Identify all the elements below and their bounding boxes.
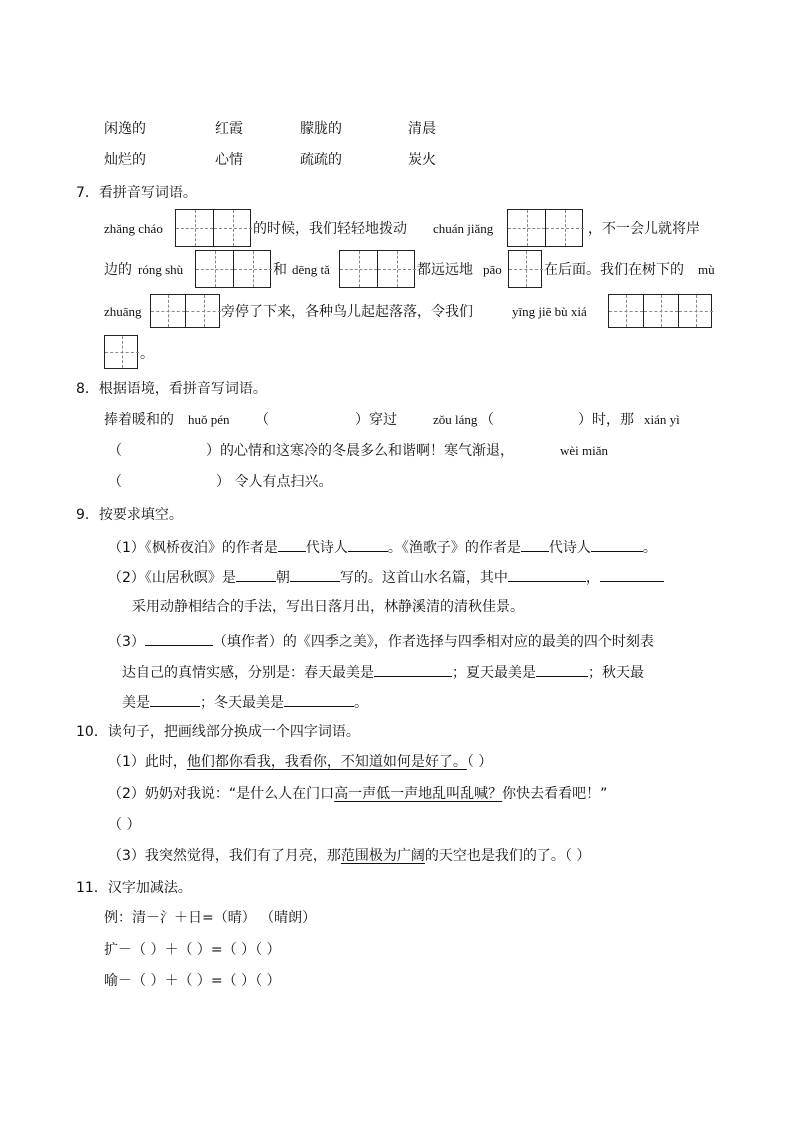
word-bank-item: 心情 — [215, 152, 243, 168]
answer-blank[interactable] — [508, 566, 586, 582]
word-bank-item: 闲逸的 — [104, 121, 146, 137]
answer-blank[interactable] — [278, 536, 306, 552]
answer-blank[interactable] — [145, 630, 213, 646]
underlined-phrase: 他们都你看我，我看你，不知道如何是好了。 — [186, 754, 467, 770]
sentence-text: 采用动静相结合的手法，写出日落月出，林静溪清的清秋佳景。 — [132, 599, 524, 615]
pinyin: yīng jiē bù xiá — [512, 304, 587, 319]
sentence-text: 旁停了下来，各种鸟儿起起落落，令我们 — [221, 304, 473, 320]
underlined-phrase: 高一声低一声地乱叫乱喊？ — [334, 786, 503, 802]
answer-blank[interactable] — [536, 661, 588, 677]
underlined-phrase: 范围极为广阔 — [340, 848, 425, 864]
word-bank-item: 炭火 — [408, 152, 436, 168]
writing-grid[interactable] — [175, 209, 251, 247]
fill-blank-line: （2）《山居秋暝》是 朝 写的。这首山水名篇，其中 ， — [108, 566, 664, 588]
word-bank-item: 疏疏的 — [300, 152, 342, 168]
answer-bracket-open: （ — [108, 474, 122, 490]
word-bank-item: 灿烂的 — [104, 152, 146, 168]
pinyin: zhǎng cháo — [104, 221, 163, 236]
sentence-line: （1）此时，他们都你看我，我看你，不知道如何是好了。（ ） — [108, 754, 493, 770]
pinyin: wèi miǎn — [560, 443, 609, 458]
writing-grid[interactable] — [608, 294, 712, 328]
sentence-text: 捧着暖和的 — [104, 412, 174, 428]
fill-blank-line: （3） （填作者）的《四季之美》，作者选择与四季相对应的最美的四个时刻表 — [108, 630, 654, 652]
answer-blank[interactable] — [150, 691, 200, 707]
pinyin: mù — [698, 262, 715, 277]
fill-blank-line: 美是 ；冬天最美是 。 — [122, 691, 368, 713]
pinyin: zhuāng — [104, 304, 142, 319]
writing-grid[interactable] — [150, 294, 220, 328]
question-8-title: 8．根据语境，看拼音写词语。 — [76, 381, 267, 397]
answer-blank[interactable] — [290, 566, 340, 582]
sentence-text: ）穿过 — [355, 412, 397, 428]
word-bank-item: 清晨 — [408, 121, 436, 137]
pinyin: huǒ pén — [188, 412, 230, 427]
pinyin: pāo — [483, 262, 502, 277]
writing-grid[interactable] — [339, 250, 415, 288]
question-9-title: 9．按要求填空。 — [76, 507, 183, 523]
answer-blank[interactable] — [374, 661, 452, 677]
answer-bracket-open: （ — [108, 443, 122, 459]
sentence-text: 在后面。我们在树下的 — [544, 262, 684, 278]
sentence-text: 的时候，我们轻轻地拨动 — [253, 221, 407, 237]
pinyin: róng shù — [138, 262, 184, 277]
answer-blank[interactable] — [236, 566, 276, 582]
exercise-line[interactable]: 扩－（ ）＋（ ）=（ ）（ ） — [104, 942, 281, 958]
sentence-text: ） 令人有点扫兴。 — [216, 474, 333, 490]
writing-grid[interactable] — [508, 250, 542, 288]
fill-blank-line: 达自己的真情实感，分别是：春天最美是 ；夏天最美是 ；秋天最 — [122, 661, 644, 683]
pinyin: dēng tǎ — [292, 262, 330, 277]
sentence-text: 边的 — [104, 262, 132, 278]
pinyin: xián yì — [644, 412, 680, 427]
answer-bracket-open: （ — [255, 412, 269, 428]
sentence-line: （3）我突然觉得，我们有了月亮，那范围极为广阔的天空也是我们的了。（ ） — [108, 848, 591, 864]
answer-blank[interactable] — [348, 536, 388, 552]
sentence-line: （2）奶奶对我说：“是什么人在门口高一声低一声地乱叫乱喊？你快去看看吧！” — [108, 786, 608, 802]
pinyin: chuán jiǎng — [433, 221, 494, 236]
pinyin: zǒu láng — [433, 412, 478, 427]
sentence-text: ）时，那 — [578, 412, 634, 428]
answer-blank[interactable] — [284, 691, 354, 707]
word-bank-item: 朦胧的 — [300, 121, 342, 137]
fill-blank-line: （1）《枫桥夜泊》的作者是 代诗人 。《渔歌子》的作者是 代诗人 。 — [108, 536, 657, 558]
question-10-title: 10．读句子，把画线部分换成一个四字词语。 — [76, 724, 360, 740]
sentence-text: ）的心情和这寒冷的冬晨多么和谐啊！寒气渐退， — [206, 443, 514, 459]
answer-blank[interactable] — [521, 536, 549, 552]
writing-grid[interactable] — [195, 250, 271, 288]
answer-bracket-open: （ — [480, 412, 494, 428]
sentence-text: ，不一会儿就将岸 — [588, 221, 700, 237]
exercise-line[interactable]: 喻－（ ）＋（ ）=（ ）（ ） — [104, 973, 281, 989]
sentence-text: 和 — [273, 262, 287, 278]
writing-grid[interactable] — [507, 209, 583, 247]
example-line: 例：清－氵＋日=（晴） （晴朗） — [104, 910, 317, 926]
answer-bracket[interactable]: （ ） — [108, 817, 141, 833]
question-7-title: 7．看拼音写词语。 — [76, 185, 197, 201]
answer-blank[interactable] — [600, 566, 664, 582]
sentence-text: 。 — [140, 346, 154, 362]
writing-grid[interactable] — [104, 335, 138, 369]
word-bank-item: 红霞 — [215, 121, 243, 137]
question-11-title: 11．汉字加减法。 — [76, 880, 192, 896]
answer-blank[interactable] — [591, 536, 643, 552]
sentence-text: 都远远地 — [417, 262, 473, 278]
